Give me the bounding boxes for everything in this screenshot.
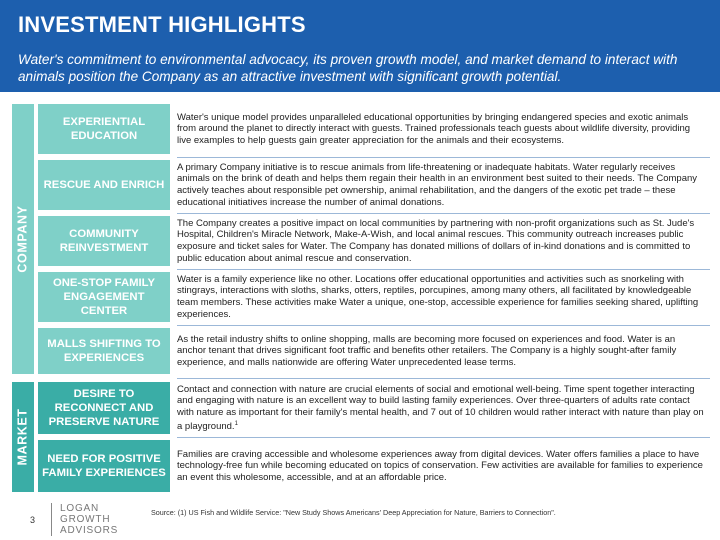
- page-number: 3: [30, 515, 36, 525]
- row-label: DESIRE TO RECONNECT AND PRESERVE NATURE: [38, 382, 170, 434]
- highlight-row-experiential-education: [38, 104, 710, 154]
- row-label: ONE-STOP FAMILY ENGAGEMENT CENTER: [38, 272, 170, 322]
- highlight-row-malls-shifting: [38, 328, 710, 374]
- market-section-label: MARKET: [16, 408, 31, 466]
- row-divider: [177, 269, 710, 270]
- market-section-bar: [12, 382, 34, 492]
- row-label: COMMUNITY REINVESTMENT: [38, 216, 170, 266]
- logo-divider: [51, 503, 52, 536]
- row-divider: [177, 157, 710, 158]
- highlight-row-one-stop-family: [38, 272, 710, 322]
- row-description: The Company creates a positive impact on local communities by partnering with non-profit organizations such as St. Jude's Hospital, Children's Miracle Network, Make-A-Wish, and local animal rescues. This community outreach increases public exposure and ticket sales for Water. The Company has donated millions of dollars of in-kind donations and is committed to public education about animal rescue and conservation.: [177, 217, 695, 264]
- row-divider: [177, 325, 710, 326]
- row-description: Water is a family experience like no other. Locations offer educational opportunities and activities such as snorkeling with stingrays, interactions with sloths, sharks, otters, reptiles, porcupines, among many others, all facilitated by knowledgeable team members. These activities make Water a unique, one-stop, accessible experience for families seeking shared, uplifting experiences.: [177, 273, 699, 320]
- company-section-label: COMPANY: [16, 205, 31, 273]
- row-description: Families are craving accessible and wholesome experiences away from digital devices. Water offers families a place to have technology-free fun while becoming educated on topics of conservation. Few activities are available for families to experience an event this wholesome, accessible, and at an affordable price.: [177, 448, 703, 483]
- highlight-row-community-reinvestment: [38, 216, 710, 266]
- company-section-bar: [12, 104, 34, 374]
- row-description: Water's unique model provides unparalleled educational opportunities by bringing endangered species and exotic animals from around the planet to directly interact with guests. Trained professionals teach guests about wildlife diversity, providing live examples to help guests gain greater appreciation for the animals and their ecosystems.: [177, 111, 691, 146]
- page-title: INVESTMENT HIGHLIGHTS: [18, 12, 306, 37]
- footnote-marker: 1: [234, 420, 238, 427]
- row-description: A primary Company initiative is to rescue animals from life-threatening or inadequate habitats. Water regularly receives animals on the brink of death and helps them regain their health in an environment best suited to their needs. The Company actively teaches about responsible pet ownership, animal rehabilitation, and the dangers of the exotic pet trade – these educational initiatives increase the number of animal donations.: [177, 161, 698, 208]
- page-subtitle: Water's commitment to environmental advocacy, its proven growth model, and market demand to interact with animals position the Company as an attractive investment with significant growth potential.: [18, 52, 678, 84]
- row-label: NEED FOR POSITIVE FAMILY EXPERIENCES: [38, 440, 170, 492]
- row-divider: [177, 378, 710, 379]
- row-label: RESCUE AND ENRICH: [38, 160, 170, 210]
- source-footnote: Source: (1) US Fish and Wildlife Service: "New Study Shows Americans' Deep Appreciation for Nature, Barriers to Connection".: [151, 508, 556, 517]
- row-divider: [177, 437, 710, 438]
- row-description: Contact and connection with nature are crucial elements of social and emotional well-being. Time spent together interacting and engaging with nature is an excellent way to build lasting family experiences. Over three-quarters of adults rate contact with nature as important for their family's mental health, and 7 out of 10 children would rather interact with nature than play on a playground.$^1$: [177, 383, 704, 432]
- header-banner: [0, 0, 720, 92]
- row-description: As the retail industry shifts to online shopping, malls are becoming more focused on experiences and food. Water is an anchor tenant that drives significant foot traffic and benefits other retailers. The Company is a highly sought-after family experience, and malls nationwide are offering Water unprecedented lease terms.: [177, 333, 677, 368]
- row-label: MALLS SHIFTING TO EXPERIENCES: [38, 328, 170, 374]
- highlight-row-positive-family: [38, 440, 710, 492]
- row-divider: [177, 213, 710, 214]
- row-label: EXPERIENTIAL EDUCATION: [38, 104, 170, 154]
- company-logo: LOGAN GROWTH ADVISORS: [60, 503, 119, 536]
- highlight-row-rescue-and-enrich: [38, 160, 710, 210]
- highlight-row-reconnect-nature: [38, 382, 710, 434]
